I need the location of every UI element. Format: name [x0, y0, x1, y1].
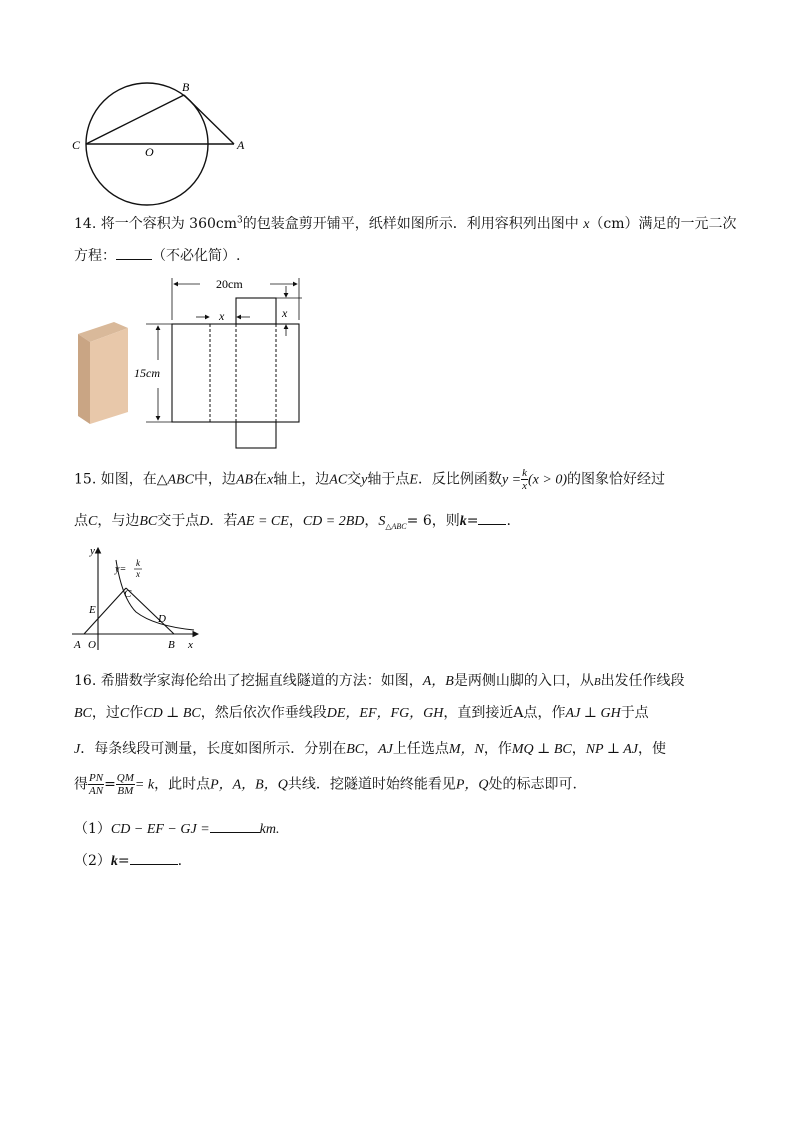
q15-t9: 点 — [74, 513, 88, 529]
circle-figure — [70, 74, 260, 210]
q15-t2: 中，边 — [193, 471, 236, 488]
q16-bc: BC — [74, 706, 92, 721]
q16-t2: 是两侧山脚的入口，从 — [453, 673, 594, 689]
q15-area-sub: △ABC — [385, 521, 407, 531]
q15-c: C — [88, 514, 98, 529]
q16-t4: ，过 — [91, 705, 120, 721]
q16-t3: 出发任作线段 — [600, 673, 685, 689]
q16-frac2 — [116, 772, 135, 797]
q15-line2: 点C，与边BC交于点D．若AE = CE，CD = 2BD，$S_{\triangle ABC}= 6$，则k= . — [74, 513, 511, 531]
q16-t18: 共线．挖隧道时始终能看见 — [287, 776, 456, 793]
q15-t14: = — [466, 513, 479, 529]
q15-t12: ．若 — [209, 513, 238, 529]
q14-text-e: （不必化简）. — [152, 248, 241, 264]
q16-pts: P，A，B，Q — [210, 777, 288, 793]
q16-t8: 点，作 — [523, 705, 566, 721]
q15-func-den: x — [522, 480, 527, 492]
box-image — [76, 320, 132, 426]
q16-perp3: MQ ⊥ BC — [511, 742, 572, 757]
q15-t3: 在 — [253, 471, 268, 488]
func-label-x: x — [136, 569, 140, 579]
q16-t11: ， — [364, 741, 379, 757]
q16-t1: 16. 希腊数学家海伦给出了挖掘直线隧道的方法：如图， — [74, 673, 423, 689]
q15-e: E — [409, 472, 418, 488]
q14-text-c: （cm）满足的一元二次 — [589, 216, 737, 232]
q16-p1-expr: CD − EF − GJ = — [110, 822, 210, 837]
q15-tri: △ABC — [156, 472, 194, 488]
q15-func-num: k — [522, 467, 527, 479]
q15-y: y — [361, 472, 368, 488]
q16-b: B — [593, 676, 601, 688]
q16-t15: ，使 — [638, 741, 667, 757]
q15-ac: AC — [329, 472, 348, 488]
q15-d: D — [199, 514, 210, 529]
q16-perp4: NP ⊥ AJ — [585, 742, 639, 757]
q15-func-cond: (x > 0) — [528, 472, 567, 488]
q16-j: J — [74, 742, 81, 757]
q16-t9: 于点 — [620, 705, 649, 721]
q15-answer-blank[interactable] — [478, 512, 506, 525]
label-c: C — [72, 138, 81, 152]
q16-p2-end: . — [177, 853, 183, 869]
q16-t13: ，作 — [483, 741, 512, 757]
label-b-point: B — [168, 639, 175, 651]
q16-mn: M，N — [448, 742, 484, 757]
q15-t10: ，与边 — [97, 513, 140, 529]
label-d-point: D — [158, 613, 166, 625]
q15-t7: ．反比例函数 — [417, 471, 502, 488]
x-label-horizontal: x — [219, 309, 225, 323]
label-o: O — [145, 145, 154, 159]
q16-line1 — [74, 670, 685, 690]
q16-t7: ，直到接近 — [443, 705, 514, 721]
width-label: 20cm — [216, 277, 243, 291]
net-figure — [130, 270, 330, 452]
q14-text-b: 的包装盒剪开铺平，纸样如图所示．利用容积列出图中 — [242, 216, 584, 232]
height-label: 15cm — [134, 366, 160, 380]
q16-perp1: CD ⊥ BC — [143, 706, 201, 721]
label-a-point: A — [74, 639, 81, 651]
q16-pq: P，Q — [455, 777, 489, 793]
q15-line1 — [74, 467, 665, 492]
side-cb — [126, 588, 174, 634]
q15-k: k — [459, 514, 467, 529]
q16-frac2-num: QM — [116, 772, 134, 784]
q16-t19: 处的标志即可. — [488, 776, 577, 793]
q15-t5: 交 — [347, 471, 362, 488]
q15-func-lhs: y = — [501, 472, 522, 488]
q15-t8: 的图象恰好经过 — [567, 471, 665, 488]
q15-t11: 交于点 — [157, 513, 200, 529]
q14-sup: 3 — [237, 215, 243, 226]
q16-t6: ，然后依次作垂线段 — [200, 705, 327, 721]
q16-line2 — [74, 702, 649, 722]
q16-t5: 作 — [129, 705, 144, 721]
q16-frac1-den: AN — [89, 785, 104, 797]
q14-line2 — [74, 245, 240, 265]
q15-cond1: AE = CE — [237, 514, 289, 529]
q16-t10: ．每条线段可测量，长度如图所示．分别在 — [80, 741, 347, 757]
q14-text-d: 方程： — [74, 248, 116, 264]
q16-t16: 得 — [74, 776, 88, 793]
q15-bc: BC — [139, 514, 158, 529]
q16-line4 — [74, 772, 577, 797]
chord-cb — [86, 95, 184, 144]
q15-x: x — [267, 472, 274, 488]
q16-bc2: BC — [346, 742, 365, 757]
label-b: B — [182, 80, 190, 94]
q16-p2-label: （2） — [74, 853, 111, 869]
func-label-k: k — [136, 558, 140, 568]
func-label-y: y= — [115, 564, 127, 575]
q16-pts-ab: A，B — [422, 674, 454, 689]
q16-c: C — [119, 706, 130, 721]
q16-line3 — [74, 738, 666, 758]
q16-aj: AJ — [378, 742, 393, 757]
label-o-point: O — [88, 639, 96, 651]
q16-p2-k: k — [110, 854, 118, 869]
q16-part1 — [74, 818, 279, 838]
q16-part2 — [74, 850, 182, 870]
q16-a: A — [513, 705, 524, 721]
q14-answer-blank[interactable] — [116, 247, 152, 260]
label-a: A — [237, 138, 245, 152]
axis-y-label: y — [90, 545, 95, 557]
q14-var-x: x — [583, 217, 590, 232]
graph-figure — [70, 542, 205, 654]
q16-p2-eq: = — [117, 853, 130, 869]
axis-x-label: x — [188, 639, 193, 651]
q14-line1 — [74, 213, 737, 233]
q16-p2-blank[interactable] — [130, 852, 178, 865]
q15-t15: . — [506, 513, 511, 529]
q15-t6: 轴于点 — [367, 471, 410, 488]
q16-eq: = — [104, 776, 116, 793]
label-c-point: C — [124, 588, 132, 600]
q16-t14: ， — [571, 741, 586, 757]
q16-p1-label: （1） — [74, 821, 111, 837]
q15-t1: 15. 如图，在 — [74, 471, 157, 488]
x-label-vertical: x — [282, 306, 288, 320]
q15-area-s: S — [378, 514, 386, 529]
q16-frac1 — [88, 772, 104, 797]
q15-ab: AB — [235, 472, 254, 488]
q16-frac1-num: PN — [89, 772, 104, 784]
q16-perp2: AJ ⊥ GH — [565, 706, 621, 721]
q15-func-frac — [521, 467, 528, 492]
tangent-ba — [184, 95, 234, 144]
q15-area-val: = 6 — [406, 513, 432, 529]
q16-frac2-den: BM — [117, 785, 134, 797]
q16-p1-unit: km. — [259, 822, 280, 837]
q15-t4: 轴上，边 — [273, 471, 330, 488]
q15-cond2: CD = 2BD — [302, 514, 365, 529]
q16-t17: ，此时点 — [154, 776, 211, 793]
q15-t13: ，则 — [431, 513, 460, 529]
q16-t12: 上任选点 — [392, 741, 449, 757]
q14-text-a: 14. 将一个容积为 360cm — [74, 216, 238, 232]
label-e-point: E — [89, 604, 96, 616]
q16-k-eq: = k — [134, 777, 155, 793]
q16-p1-blank[interactable] — [210, 820, 260, 833]
q16-segs: DE，EF，FG，GH — [326, 706, 444, 721]
